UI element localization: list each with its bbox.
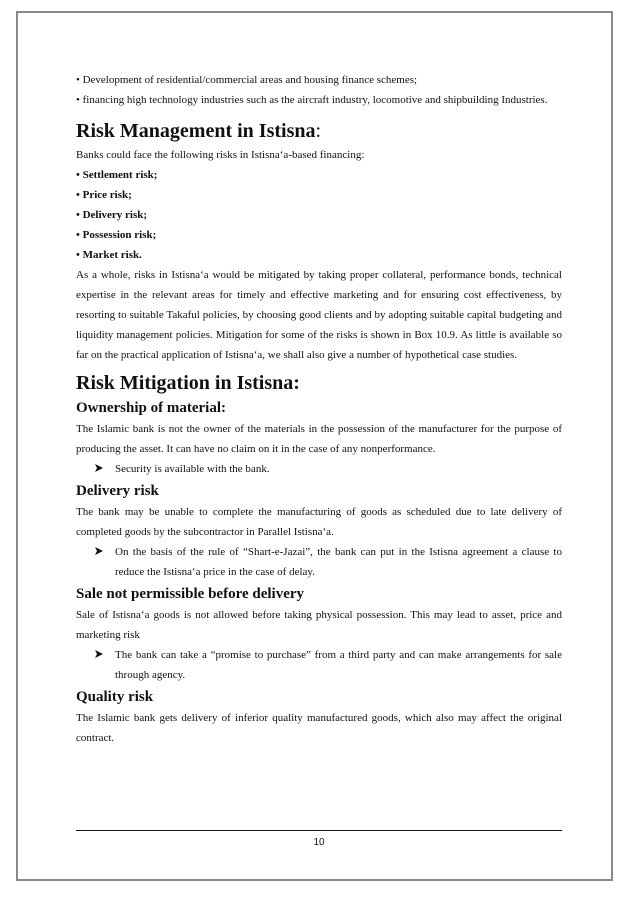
- footer-rule: [76, 830, 562, 831]
- risk-mitigation-heading: Risk Mitigation in Istisna:: [76, 372, 300, 394]
- risk-list-item: • Price risk;: [76, 189, 132, 201]
- arrow-bullet-icon: [94, 542, 115, 582]
- intro-bullet: • Development of residential/commercial areas and housing finance schemes;: [76, 74, 418, 86]
- risk-list-item: • Settlement risk;: [76, 169, 158, 181]
- section-text-sale: Sale of Istisna‘a goods is not allowed before taking physical possession. This may lead to asset, price and marketing risk: [76, 609, 562, 641]
- section-title-delivery: Delivery risk: [76, 483, 159, 499]
- page-number: 10: [313, 837, 325, 848]
- section-text-quality: The Islamic bank gets delivery of inferior quality manufactured goods, which also may affect the original contract.: [76, 712, 562, 744]
- risk-list-item: • Market risk.: [76, 249, 142, 261]
- section-title-ownership: Ownership of material:: [76, 400, 226, 416]
- intro-bullet: • financing high technology industries such as the aircraft industry, locomotive and shipbuilding Industries.: [76, 94, 548, 106]
- risk-management-paragraph: As a whole, risks in Istisna‘a would be mitigated by taking proper collateral, performance bonds, technical expertise in the relevant areas for timely and effective marketing and for ensuring cost effectiveness, by resorting to suitable Takaful policies, by choosing good clients and by adopting suitable capital budgeting and liquidity management policies. Mitigation for some of the risks is shown in Box 10.9. As little is available so far on the practical application of Istisna‘a, we shall also give a number of hypothetical case studies.: [76, 269, 562, 361]
- risk-management-heading-text: Risk Management in Istisna: [76, 120, 316, 142]
- mitigation-point-text: The bank can take a “promise to purchase” from a third party and can make arrangements for sale through agency.: [115, 649, 562, 681]
- arrow-bullet-icon: [94, 645, 115, 685]
- section-title-quality: Quality risk: [76, 689, 154, 705]
- heading-colon: :: [315, 120, 322, 142]
- mitigation-point-text: On the basis of the rule of “Shart-e-Jazai”, the bank can put in the Istisna agreement a clause to reduce the Istisna‘a price in the case of delay.: [115, 546, 562, 578]
- mitigation-point-sale: [76, 645, 562, 685]
- risk-list-item: • Possession risk;: [76, 229, 157, 241]
- mitigation-point-delivery: [76, 542, 562, 582]
- arrow-bullet-icon: [94, 459, 115, 479]
- mitigation-point-text: Security is available with the bank.: [115, 463, 270, 475]
- risk-management-intro: Banks could face the following risks in Istisna‘a-based financing:: [76, 149, 365, 161]
- risk-list-item: • Delivery risk;: [76, 209, 148, 221]
- section-title-sale: Sale not permissible before delivery: [76, 586, 305, 602]
- page-content: [76, 70, 562, 748]
- risk-management-heading: [76, 120, 562, 142]
- mitigation-point-ownership: [76, 459, 562, 479]
- section-text-ownership: The Islamic bank is not the owner of the materials in the possession of the manufacturer for the purpose of producing the asset. It can have no claim on it in the case of any nonperformance.: [76, 423, 562, 455]
- section-text-delivery: The bank may be unable to complete the manufacturing of goods as scheduled due to late delivery of completed goods by the subcontractor in Parallel Istisna‘a.: [76, 506, 562, 538]
